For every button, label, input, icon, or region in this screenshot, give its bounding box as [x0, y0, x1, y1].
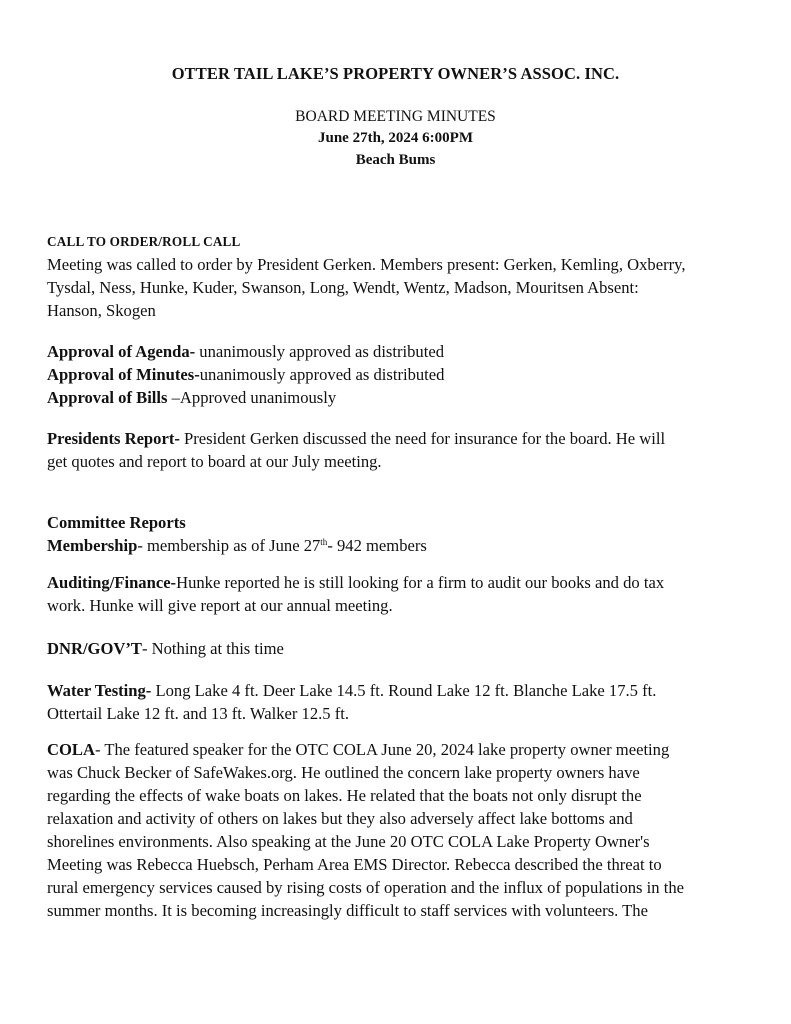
water-testing-line [47, 679, 759, 702]
auditing-label: Auditing/Finance- [47, 573, 177, 592]
meeting-date: June 27th, 2024 6:00PM [318, 130, 473, 146]
dnr-report [47, 637, 759, 660]
auditing-line: work. Hunke will give report at our annual meeting. [47, 596, 393, 615]
approval-label: Approval of Agenda- [47, 342, 196, 361]
approvals-block [47, 340, 759, 409]
membership-superscript: th [320, 537, 328, 547]
organization-title: OTTER TAIL LAKE’S PROPERTY OWNER’S ASSOC. INC. [171, 64, 620, 83]
approval-agenda [47, 340, 759, 363]
call-to-order-heading: CALL TO ORDER/ROLL CALL [47, 234, 241, 249]
presidents-report-label: Presidents Report- [47, 429, 180, 448]
auditing-line [47, 571, 759, 594]
water-testing-report [47, 679, 759, 725]
cola-line: relaxation and activity of others on lakes but they also adversely affect lake bottoms and [47, 809, 633, 828]
auditing-text: Hunke reported he is still looking for a firm to audit our books and do tax [176, 573, 665, 592]
approval-text: unanimously approved as distributed [195, 342, 445, 361]
membership-text: - membership as of June 27 [137, 536, 321, 555]
dnr-label: DNR/GOV’T [47, 639, 142, 658]
approval-minutes [47, 363, 759, 386]
dnr-line [47, 637, 759, 660]
membership-label: Membership [47, 536, 138, 555]
approval-text: –Approved unanimously [167, 388, 337, 407]
presidents-report-line [47, 427, 759, 450]
membership-report [47, 534, 759, 557]
cola-line: Meeting was Rebecca Huebsch, Perham Area EMS Director. Rebecca described the threat to [47, 855, 662, 874]
approval-text: unanimously approved as distributed [199, 365, 445, 384]
cola-line: shorelines environments. Also speaking at the June 20 OTC COLA Lake Property Owner's [47, 832, 650, 851]
dnr-text: - Nothing at this time [141, 639, 284, 658]
water-testing-text: Long Lake 4 ft. Deer Lake 14.5 ft. Round Lake 12 ft. Blanche Lake 17.5 ft. [151, 681, 657, 700]
meeting-location: Beach Bums [355, 152, 436, 168]
committee-reports-heading: Committee Reports [47, 513, 186, 532]
cola-text: - The featured speaker for the OTC COLA June 20, 2024 lake property owner meeting [94, 740, 670, 759]
roll-call-line: Tysdal, Ness, Hunke, Kuder, Swanson, Long, Wendt, Wentz, Madson, Mouritsen Absent: [47, 278, 639, 297]
cola-line: regarding the effects of wake boats on lakes. He related that the boats not only disrupt the [47, 786, 642, 805]
roll-call-paragraph [47, 253, 759, 322]
cola-label: COLA [47, 740, 95, 759]
cola-line: summer months. It is becoming increasingly difficult to staff services with volunteers. The [47, 901, 648, 920]
cola-line [47, 738, 759, 761]
approval-label: Approval of Minutes- [47, 365, 200, 384]
auditing-report [47, 571, 759, 617]
roll-call-line: Meeting was called to order by President Gerken. Members present: Gerken, Kemling, Oxberry, [47, 255, 686, 274]
cola-line: rural emergency services caused by rising costs of operation and the influx of populations in the [47, 878, 684, 897]
approval-label: Approval of Bills [47, 388, 168, 407]
water-testing-line: Ottertail Lake 12 ft. and 13 ft. Walker 12.5 ft. [47, 704, 350, 723]
cola-line: was Chuck Becker of SafeWakes.org. He outlined the concern lake property owners have [47, 763, 640, 782]
approval-bills [47, 386, 759, 409]
membership-count: - 942 members [327, 536, 427, 555]
presidents-report-line: get quotes and report to board at our July meeting. [47, 452, 382, 471]
presidents-report [47, 427, 759, 473]
cola-report [47, 738, 759, 922]
roll-call-line: Hanson, Skogen [47, 301, 156, 320]
document-title: BOARD MEETING MINUTES [295, 108, 496, 125]
water-testing-label: Water Testing- [47, 681, 152, 700]
presidents-report-text: President Gerken discussed the need for insurance for the board. He will [179, 429, 666, 448]
committee-reports [47, 511, 759, 557]
